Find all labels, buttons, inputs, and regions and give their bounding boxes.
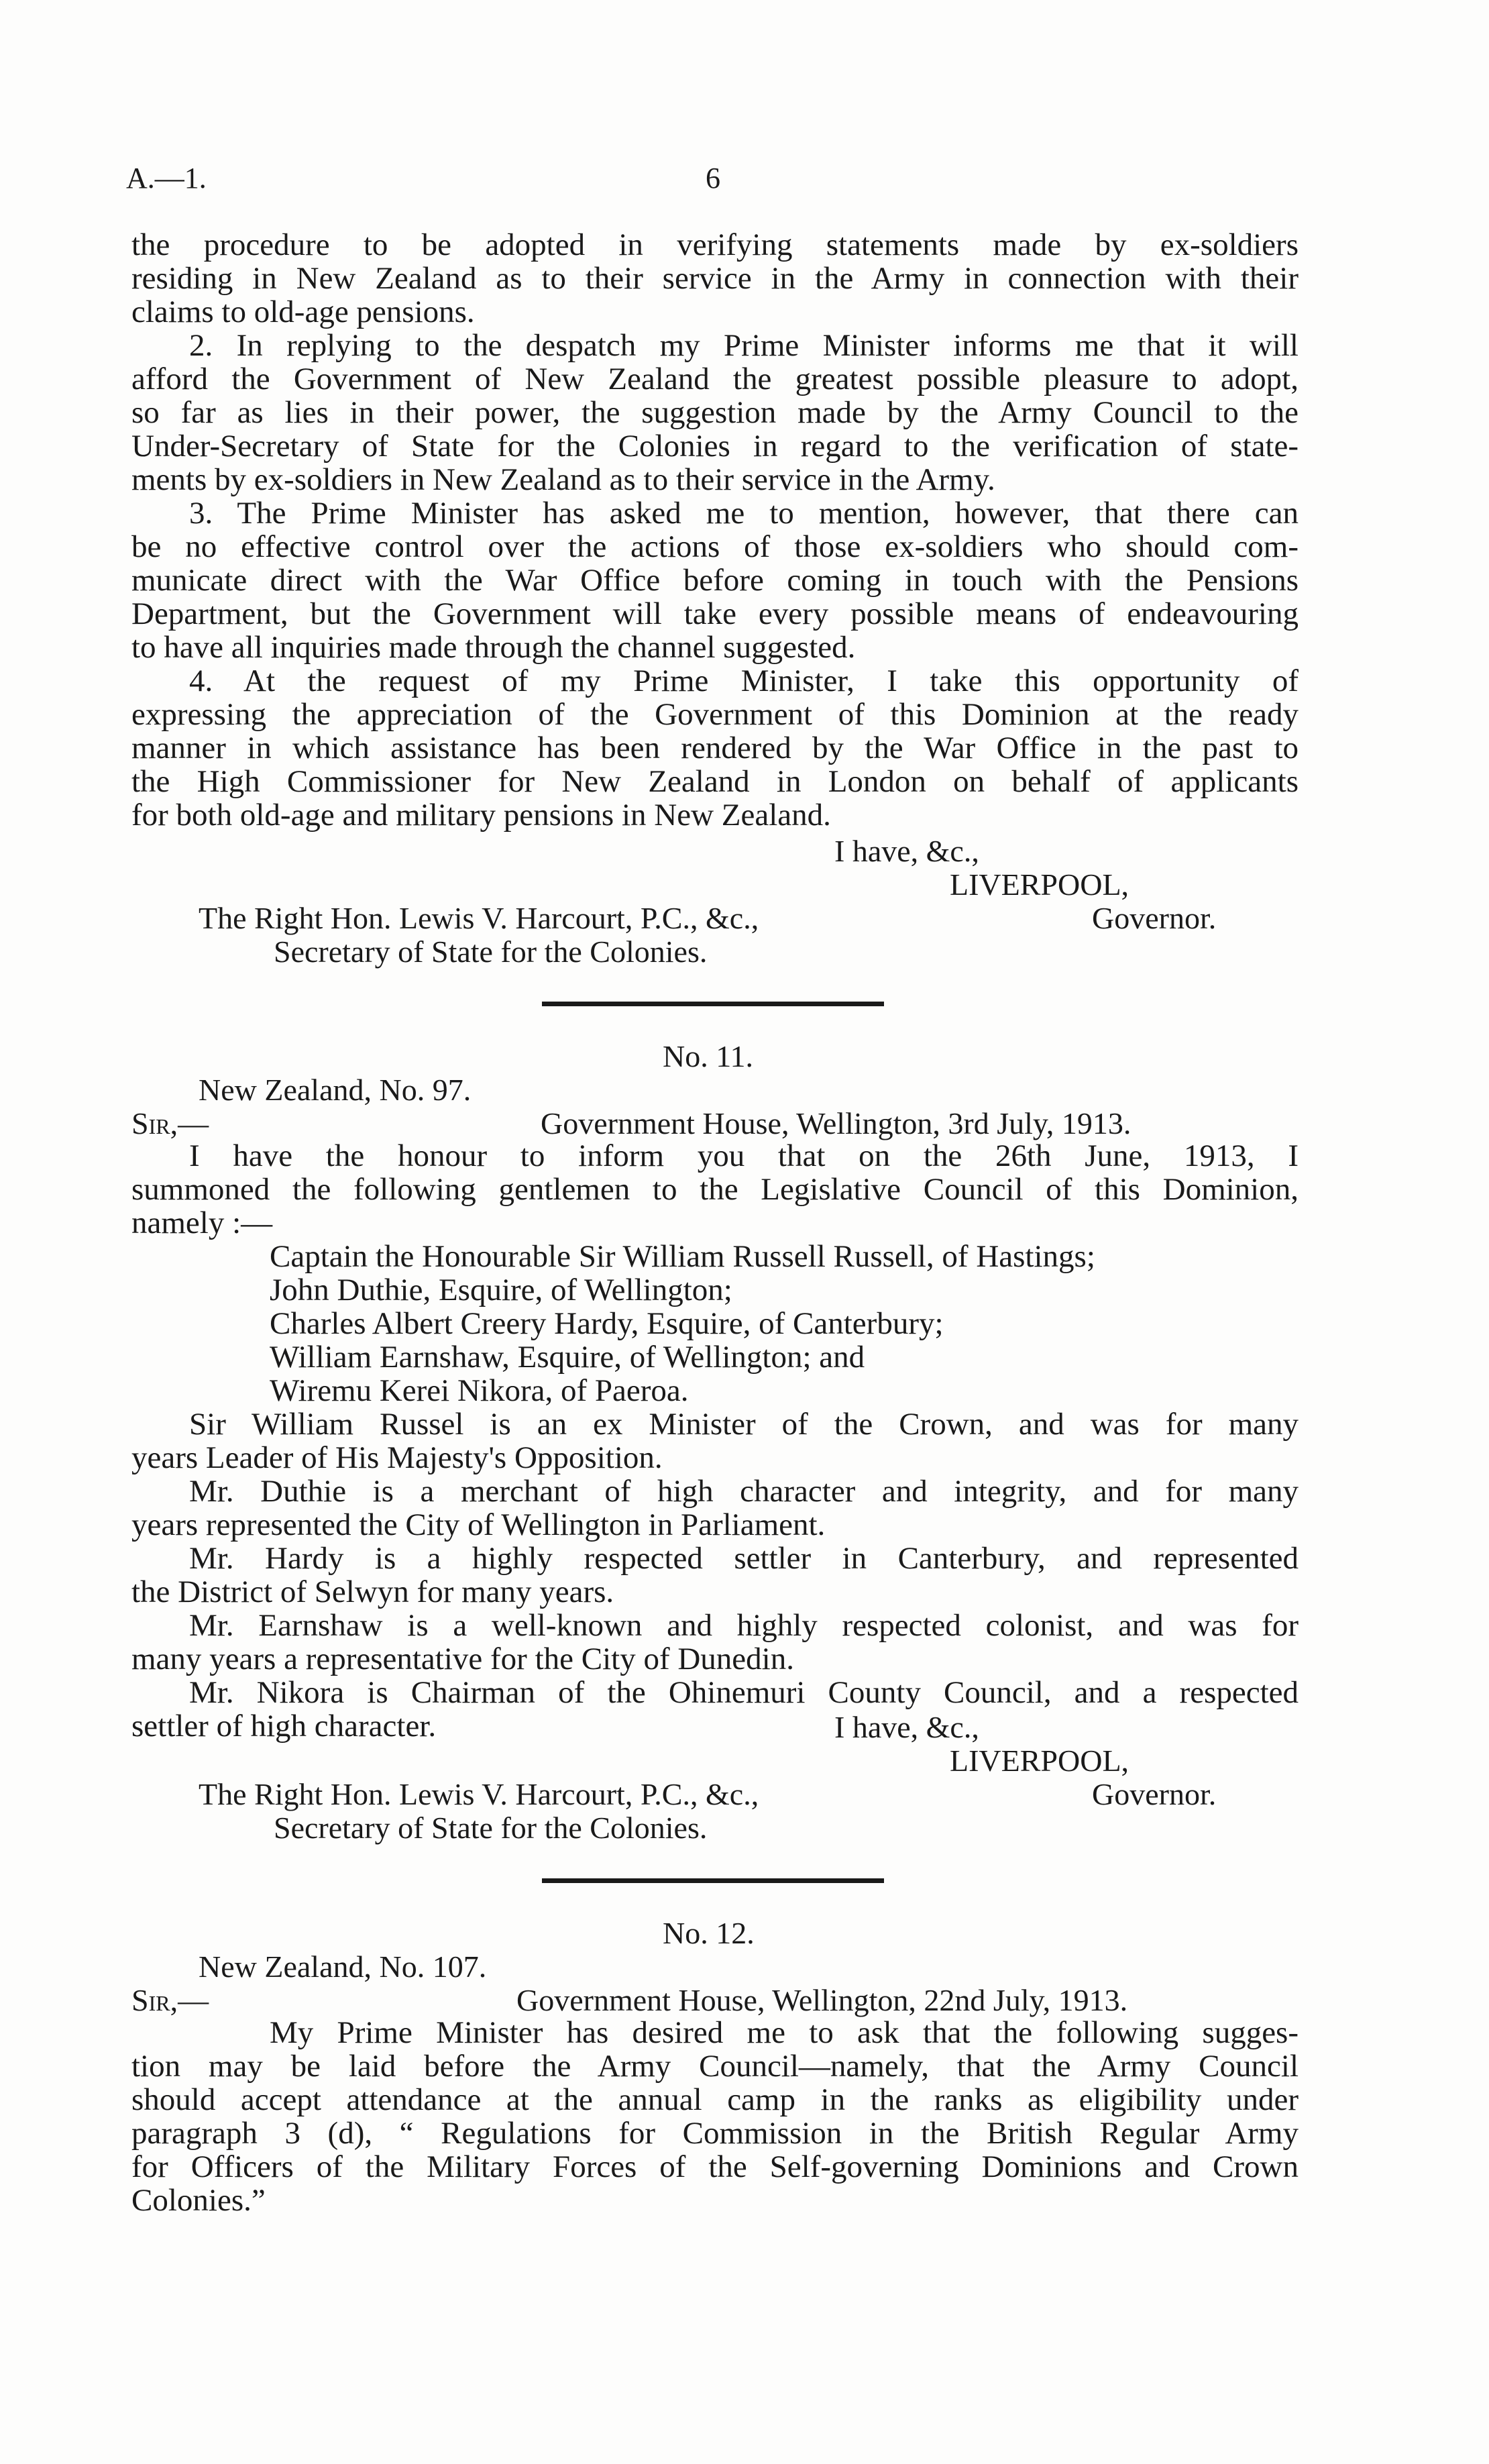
letter-12-body <box>131 2016 1299 2217</box>
addressee: The Right Hon. Lewis V. Harcourt, P.C., &c., <box>199 901 759 935</box>
body-line: for both old-age and military pensions in New Zealand. <box>131 798 831 833</box>
letter-10-continuation <box>131 228 1299 832</box>
salutation: Sir,— <box>131 1983 209 2017</box>
sender-address-date: Government House, Wellington, 22nd July, 1913. <box>516 1983 1128 2017</box>
body-line: 3. The Prime Minister has asked me to mention, however, that there can <box>189 496 1299 531</box>
governor-title: Governor. <box>1092 1777 1217 1811</box>
body-line: manner in which assistance has been rendered by the War Office in the past to <box>131 731 1299 765</box>
body-line: be no effective control over the actions of those ex-soldiers who should com- <box>131 529 1299 564</box>
sender-address-date: Government House, Wellington, 3rd July, 1913. <box>541 1106 1132 1140</box>
body-line: Colonies.” <box>131 2183 266 2218</box>
body-line: ments by ex-soldiers in New Zealand as to their service in the Army. <box>131 462 995 497</box>
body-line: many years a representative for the City of Dunedin. <box>131 1642 794 1676</box>
body-line: should accept attendance at the annual camp in the ranks as eligibility under <box>131 2082 1299 2117</box>
body-line: expressing the appreciation of the Government of this Dominion at the ready <box>131 697 1299 732</box>
body-line: afford the Government of New Zealand the greatest possible pleasure to adopt, <box>131 362 1299 396</box>
body-line: the District of Selwyn for many years. <box>131 1574 614 1609</box>
body-line: Mr. Nikora is Chairman of the Ohinemuri County Council, and a respected <box>189 1675 1299 1710</box>
body-line: 4. At the request of my Prime Minister, I take this opportunity of <box>189 663 1299 698</box>
body-line: settler of high character. <box>131 1709 437 1744</box>
page-number: 6 <box>706 162 720 195</box>
list-item: Charles Albert Creery Hardy, Esquire, of Canterbury; <box>270 1306 944 1341</box>
body-line: Department, but the Government will take every possible means of endeavouring <box>131 596 1299 631</box>
addressee-office: Secretary of State for the Colonies. <box>274 934 708 969</box>
body-line: I have the honour to inform you that on the 26th June, 1913, I <box>189 1138 1299 1173</box>
body-line: to have all inquiries made through the channel suggested. <box>131 630 856 665</box>
despatch-reference: New Zealand, No. 107. <box>199 1949 487 1984</box>
signature: LIVERPOOL, <box>950 867 1129 902</box>
body-line: the High Commissioner for New Zealand in London on behalf of applicants <box>131 764 1299 799</box>
body-line: municate direct with the War Office before coming in touch with the Pensions <box>131 563 1299 598</box>
letter-11-remarks <box>131 1407 1299 1743</box>
body-line: Mr. Earnshaw is a well-known and highly respected colonist, and was for <box>189 1608 1299 1643</box>
body-line: Sir William Russel is an ex Minister of the Crown, and was for many <box>189 1407 1299 1442</box>
body-line: residing in New Zealand as to their service in the Army in connection with their <box>131 261 1299 296</box>
appointee-list <box>131 1240 1299 1407</box>
body-line: Mr. Duthie is a merchant of high character and integrity, and for many <box>189 1474 1299 1509</box>
letter-number: No. 12. <box>663 1916 755 1950</box>
addressee: The Right Hon. Lewis V. Harcourt, P.C., &c., <box>199 1777 759 1811</box>
salutation: Sir,— <box>131 1106 209 1140</box>
list-item: William Earnshaw, Esquire, of Wellington; and <box>270 1340 865 1375</box>
section-divider <box>542 1002 884 1006</box>
body-line: claims to old-age pensions. <box>131 294 475 329</box>
list-item: John Duthie, Esquire, of Wellington; <box>270 1273 732 1307</box>
page-reference: A.—1. <box>126 162 207 195</box>
body-line: summoned the following gentlemen to the Legislative Council of this Dominion, <box>131 1172 1299 1207</box>
body-line: tion may be laid before the Army Council—namely, that the Army Council <box>131 2049 1299 2084</box>
body-line: years represented the City of Wellington in Parliament. <box>131 1507 826 1542</box>
addressee-office: Secretary of State for the Colonies. <box>274 1811 708 1845</box>
body-line: for Officers of the Military Forces of the Self-governing Dominions and Crown <box>131 2149 1299 2184</box>
closing: I have, &c., <box>834 1710 979 1744</box>
body-line: Mr. Hardy is a highly respected settler in Canterbury, and represented <box>189 1541 1299 1576</box>
body-line: namely :— <box>131 1206 273 1240</box>
body-line: Under-Secretary of State for the Colonies in regard to the verification of state- <box>131 429 1299 464</box>
closing: I have, &c., <box>834 834 979 868</box>
body-line: My Prime Minister has desired me to ask that the following sugges- <box>270 2015 1299 2050</box>
list-item: Wiremu Kerei Nikora, of Paeroa. <box>270 1373 689 1408</box>
body-line: years Leader of His Majesty's Opposition. <box>131 1440 663 1475</box>
section-divider <box>542 1878 884 1883</box>
despatch-reference: New Zealand, No. 97. <box>199 1073 472 1107</box>
governor-title: Governor. <box>1092 901 1217 935</box>
list-item: Captain the Honourable Sir William Russell Russell, of Hastings; <box>270 1239 1095 1274</box>
signature: LIVERPOOL, <box>950 1744 1129 1778</box>
letter-number: No. 11. <box>663 1039 754 1073</box>
body-line: paragraph 3 (d), “ Regulations for Commission in the British Regular Army <box>131 2116 1299 2151</box>
letter-11-intro <box>131 1139 1299 1240</box>
body-line: the procedure to be adopted in verifying statements made by ex-soldiers <box>131 227 1299 262</box>
body-line: 2. In replying to the despatch my Prime Minister informs me that it will <box>189 328 1299 363</box>
body-line: so far as lies in their power, the suggestion made by the Army Council to the <box>131 395 1299 430</box>
